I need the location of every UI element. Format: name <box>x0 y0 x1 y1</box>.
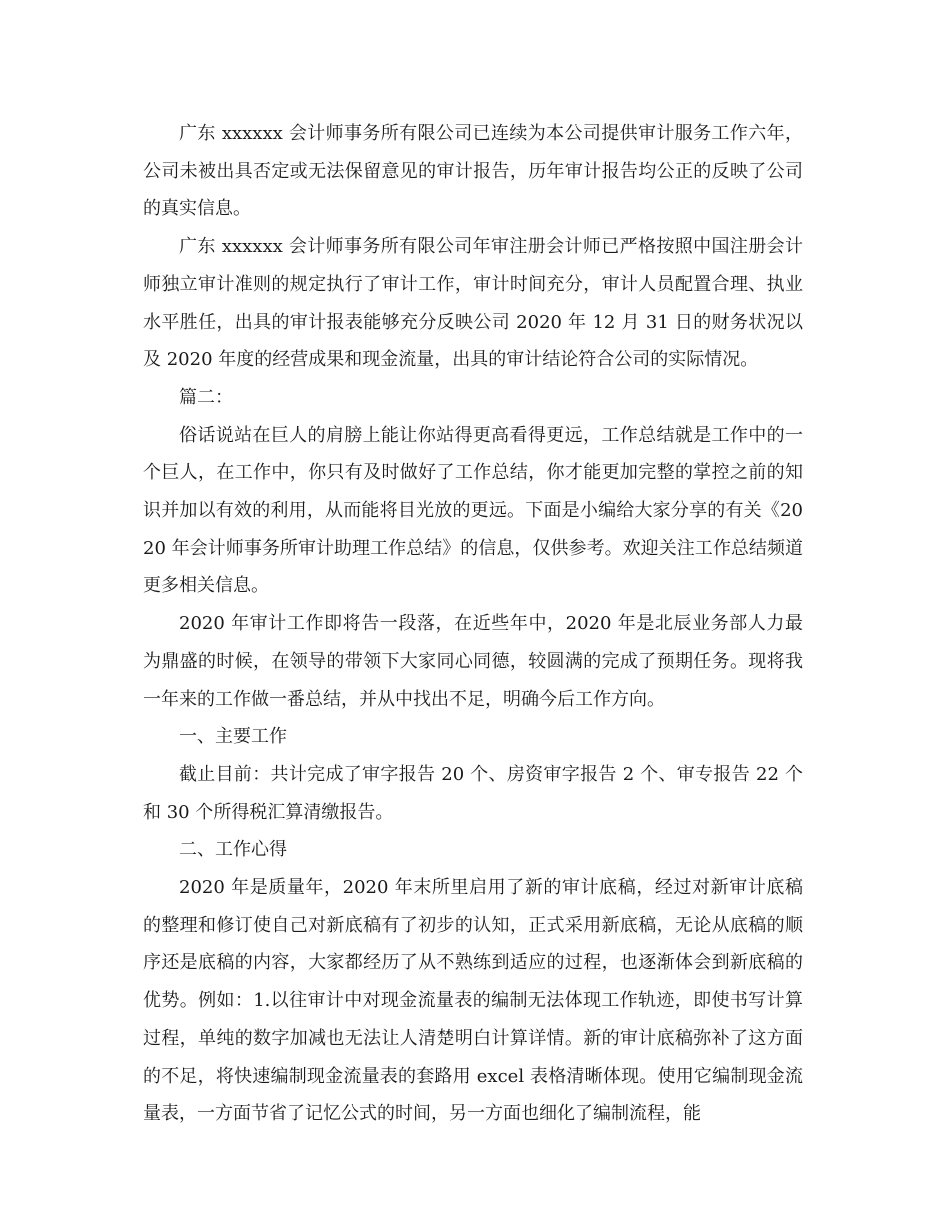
paragraph-audit-service: 广东 xxxxxx 会计师事务所有限公司已连续为本公司提供审计服务工作六年，公司未被出具否定或无法保留意见的审计报告，历年审计报告均公正的反映了公司的真实信息。 <box>143 123 803 220</box>
paragraph-work-counts: 截止目前：共计完成了审字报告 20 个、房资审字报告 2 个、审专报告 22 个和 30 个所得税汇算清缴报告。 <box>143 763 803 823</box>
paragraph-year-overview: 2020 年审计工作即将告一段落，在近些年中，2020 年是北辰业务部人力最为鼎盛的时候，在领导的带领下大家同心同德，较圆满的完成了预期任务。现将我一年来的工作做一番总结，并从中找出不足，明确今后工作方向。 <box>143 613 803 710</box>
paragraph-audit-standards: 广东 xxxxxx 会计师事务所有限公司年审注册会计师已严格按照中国注册会计师独立审计准则的规定执行了审计工作，审计时间充分，审计人员配置合理、执业水平胜任，出具的审计报表能够充分反映公司 2020 年 12 月 31 日的财务状况以及 2020 年度的经营成果和现金流量，出具的审计结论符合公司的实际情况。 <box>143 236 803 371</box>
heading-main-work: 一、主要工作 <box>179 726 287 748</box>
document-body <box>143 115 803 1133</box>
paragraph-new-workpapers: 2020 年是质量年，2020 年末所里启用了新的审计底稿，经过对新审计底稿的整理和修订使自己对新底稿有了初步的认知，正式采用新底稿，无论从底稿的顺序还是底稿的内容，大家都经历了从不熟练到适应的过程，也逐渐体会到新底稿的优势。例如：1.以往审计中对现金流量表的编制无法体现工作轨迹，即使书写计算过程，单纯的数字加减也无法让人清楚明白计算详情。新的审计底稿弥补了这方面的不足，将快速编制现金流量表的套路用 excel 表格清晰体现。使用它编制现金流量表，一方面节省了记忆公式的时间，另一方面也细化了编制流程，能 <box>143 877 803 1125</box>
paragraph-intro: 俗话说站在巨人的肩膀上能让你站得更高看得更远，工作总结就是工作中的一个巨人，在工作中，你只有及时做好了工作总结，你才能更加完整的掌控之前的知识并加以有效的利用，从而能将目光放的更远。下面是小编给大家分享的有关《2020 年会计师事务所审计助理工作总结》的信息，仅供参考。欢迎关注工作总结频道更多相关信息。 <box>143 424 803 597</box>
section-heading-part-two: 篇二： <box>179 386 233 408</box>
heading-work-insights: 二、工作心得 <box>179 839 287 861</box>
